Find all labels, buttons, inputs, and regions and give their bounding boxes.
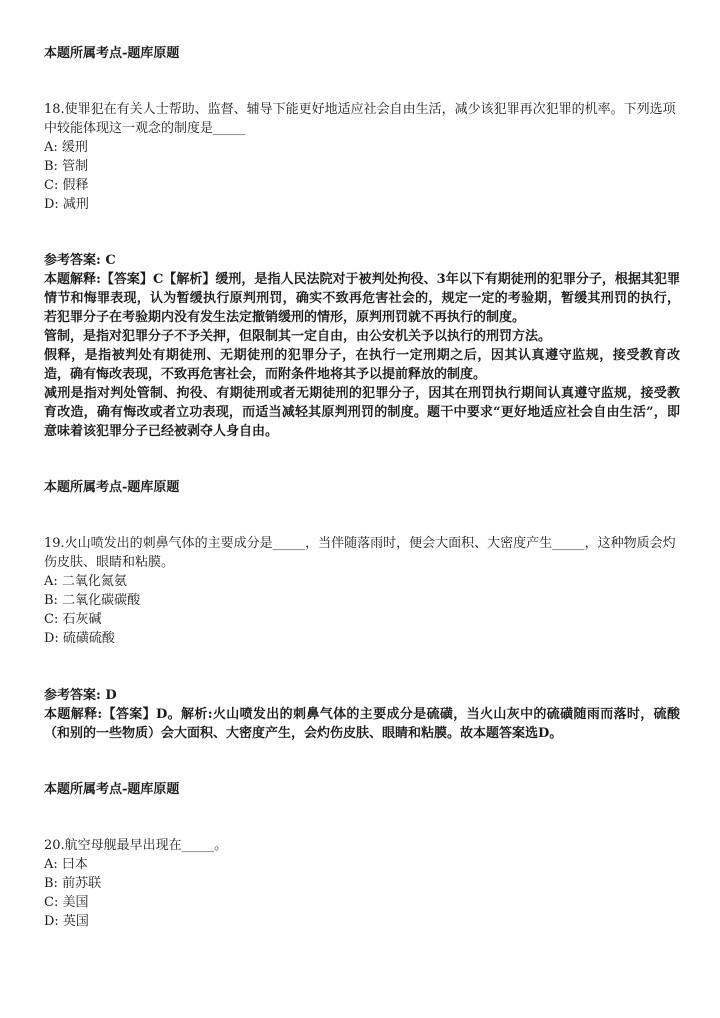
explanation-commutation: 减刑是指对判处管制、拘役、有期徒刑或者无期徒刑的犯罪分子，因其在刑罚执行期间认真遵守监规，接受教育改造，确有悔改或者立功表现，而适当减轻其原判刑罚的制度。题干中要求“更好地适应社会自由生活”，即意味着该犯罪分子已经被剥夺人身自由。 — [44, 386, 680, 439]
question-19-text: 19.火山喷发出的刺鼻气体的主要成分是_____，当伴随落雨时，便会大面积、大密度产生_____，这种物质会灼伤皮肤、眼睛和粘膜。 — [44, 536, 676, 570]
question-20-option-b: B: 前苏联 — [44, 876, 102, 891]
question-19-option-d: D: 硫磺硫酸 — [44, 631, 115, 646]
question-20-option-a: A: 曰本 — [44, 857, 88, 872]
question-19-option-a: A: 二氧化氮氨 — [44, 574, 127, 589]
question-18-explanation — [44, 270, 680, 441]
question-18-option-b: B: 管制 — [44, 159, 89, 174]
question-18-source-note: 本题所属考点-题库原题 — [44, 480, 180, 495]
source-note-top: 本题所属考点-题库原题 — [44, 46, 180, 61]
question-18-option-d: D: 减刑 — [44, 197, 89, 212]
question-19-explanation: 本题解释:【答案】D。解析:火山喷发出的刺鼻气体的主要成分是硫磺，当火山灰中的硫磺随雨而落时，硫酸（和别的一些物质）会大面积、大密度产生，会灼伤皮肤、眼睛和粘膜。故本题答案选D。 — [44, 707, 680, 741]
explanation-probation: 本题解释:【答案】C【解析】缓刑，是指人民法院对于被判处拘役、3年以下有期徒刑的犯罪分子，根据其犯罪情节和悔罪表现，认为暂缓执行原判刑罚，确实不致再危害社会的，规定一定的考验期，暂缓其刑罚的执行，若犯罪分子在考验期内没有发生法定撤销缓刑的情形，原判刑罚就不再执行的制度。 — [44, 272, 680, 325]
question-19-answer: 参考答案: D — [44, 688, 117, 703]
question-19-option-c: C: 石灰碱 — [44, 612, 102, 627]
question-19-source-note: 本题所属考点-题库原题 — [44, 782, 180, 797]
explanation-parole: 假释，是指被判处有期徒刑、无期徒刑的犯罪分子，在执行一定刑期之后，因其认真遵守监规，接受教育改造，确有悔改表现，不致再危害社会，而附条件地将其予以提前释放的制度。 — [44, 348, 680, 382]
question-18-text: 18.使罪犯在有关人士帮助、监督、辅导下能更好地适应社会自由生活，减少该犯罪再次犯罪的机率。下列选项中较能体现这一观念的制度是_____ — [44, 102, 676, 136]
question-20-option-d: D: 英国 — [44, 914, 89, 929]
question-20-text: 20.航空母舰最早出现在_____。 — [44, 838, 228, 853]
question-20-option-c: C: 美国 — [44, 895, 89, 910]
question-19-option-b: B: 二氧化碳碳酸 — [44, 593, 141, 608]
question-18-answer: 参考答案: C — [44, 253, 116, 268]
question-18-option-a: A: 缓刑 — [44, 140, 88, 155]
explanation-control: 管制，是指对犯罪分子不予关押，但限制其一定自由，由公安机关予以执行的刑罚方法。 — [44, 329, 552, 344]
question-18-option-c: C: 假释 — [44, 178, 89, 193]
